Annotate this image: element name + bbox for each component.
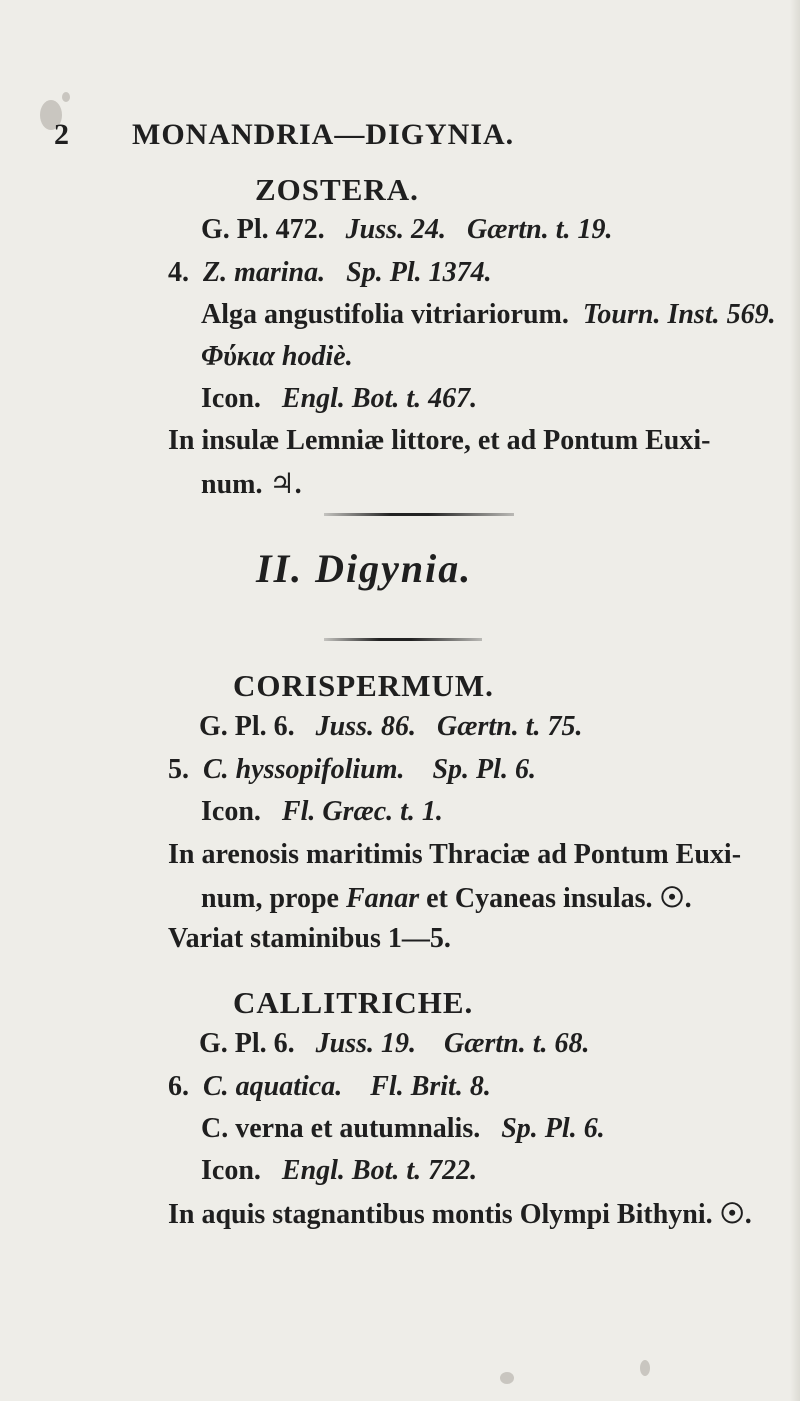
genus-heading-corispermum: CORISPERMUM. <box>233 668 494 703</box>
greek-name-zostera: Φύκια hodiè. <box>201 341 353 372</box>
species-entry-corispermum: 5. C. hyssopifolium. Sp. Pl. 6. <box>168 754 536 785</box>
variation-note-corispermum: Variat staminibus 1—5. <box>168 923 451 954</box>
synonym-zostera: Alga angustifolia vitriariorum. Tourn. Inst. 569. <box>201 299 776 330</box>
section-title-digynia: II. Digynia. <box>256 546 473 591</box>
icon-reference-callitriche: Icon. Engl. Bot. t. 722. <box>201 1155 478 1186</box>
genus-reference-callitriche: G. Pl. 6. Juss. 19. Gærtn. t. 68. <box>199 1028 590 1059</box>
genus-heading-callitriche: CALLITRICHE. <box>233 985 474 1020</box>
running-head: MONANDRIA—DIGYNIA. <box>132 118 515 151</box>
page-number: 2 <box>54 118 69 151</box>
genus-reference-corispermum: G. Pl. 6. Juss. 86. Gærtn. t. 75. <box>199 711 583 742</box>
habitat-corispermum-line2: num, prope Fanar et Cyaneas insulas. ☉. <box>201 883 692 914</box>
foxing-spot <box>640 1360 650 1376</box>
habitat-zostera-line2: num. ♃. <box>201 469 302 500</box>
icon-reference-zostera: Icon. Engl. Bot. t. 467. <box>201 383 478 414</box>
habitat-zostera-line1: In insulæ Lemniæ littore, et ad Pontum Euxi- <box>168 425 711 456</box>
species-entry-callitriche: 6. C. aquatica. Fl. Brit. 8. <box>168 1071 491 1102</box>
genus-reference-zostera: G. Pl. 472. Juss. 24. Gærtn. t. 19. <box>201 214 613 245</box>
genus-heading-zostera: ZOSTERA. <box>255 172 419 207</box>
species-entry-zostera-marina: 4. Z. marina. Sp. Pl. 1374. <box>168 257 492 288</box>
section-rule-bottom <box>324 638 482 641</box>
synonym-callitriche: C. verna et autumnalis. Sp. Pl. 6. <box>201 1113 605 1144</box>
icon-reference-corispermum: Icon. Fl. Græc. t. 1. <box>201 796 443 827</box>
foxing-spot <box>500 1372 514 1384</box>
habitat-callitriche: In aquis stagnantibus montis Olympi Bithyni. ☉. <box>168 1199 752 1230</box>
habitat-corispermum-line1: In arenosis maritimis Thraciæ ad Pontum Euxi- <box>168 839 742 870</box>
foxing-spot <box>62 92 70 102</box>
page-edge-shadow <box>790 0 800 1401</box>
section-rule-top <box>324 513 514 516</box>
